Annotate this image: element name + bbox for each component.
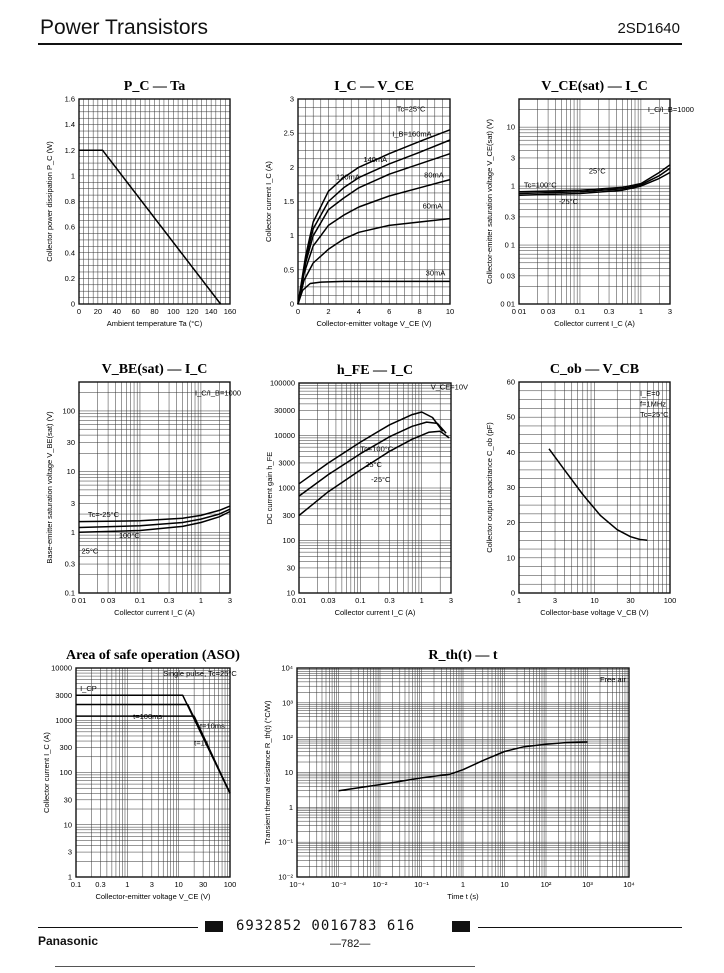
annotation-label: f=1MHz: [639, 399, 667, 409]
x-axis-label: Collector current I_C (A): [334, 608, 416, 617]
annotation-label: Tc=25°C: [639, 410, 669, 420]
chart-4: [45, 362, 241, 617]
y-tick-label: 10: [66, 467, 75, 477]
chart-title: V_CE(sat) — I_C: [541, 79, 648, 94]
x-tick-label: 30: [198, 880, 208, 889]
y-tick-label: 1: [288, 802, 293, 812]
y-tick-label: 10²: [282, 733, 293, 743]
y-tick-label: 0.8: [64, 197, 75, 206]
y-tick-label: 10³: [282, 698, 293, 708]
chart-5: [265, 363, 468, 617]
y-tick-label: 0.5: [283, 265, 294, 275]
annotation-label: Tc=25°C: [396, 104, 426, 114]
brand-logo: Panasonic: [38, 934, 99, 948]
y-tick-label: 300: [59, 743, 72, 753]
y-tick-label: 0.3: [504, 212, 515, 222]
y-tick-label: 60: [506, 377, 515, 387]
series-line: [299, 422, 446, 496]
annotation-label: t=1s: [194, 738, 209, 748]
y-axis-label: DC current gain h_FE: [265, 451, 274, 525]
y-tick-label: 20: [506, 518, 515, 528]
series-line: [549, 449, 647, 541]
y-tick-label: 3: [289, 94, 294, 104]
x-tick-label: 30: [626, 596, 635, 605]
annotation-label: V_CE=10V: [430, 382, 469, 392]
annotation-label: 25°C: [365, 460, 382, 470]
x-tick-label: 6: [387, 307, 392, 316]
annotation-label: 140mA: [363, 154, 388, 164]
y-tick-label: 2.5: [283, 128, 294, 138]
x-tick-label: 10⁻²: [372, 880, 388, 889]
x-tick-label: 3: [552, 596, 558, 605]
y-tick-label: 0.2: [64, 273, 75, 283]
chart-title: Area of safe operation (ASO): [66, 648, 240, 663]
x-tick-label: 0 03: [540, 307, 556, 316]
x-axis-label: Collector-emitter voltage V_CE (V): [316, 319, 432, 328]
x-axis-label: Collector current I_C (A): [554, 319, 635, 328]
barcode-block-right: [452, 921, 470, 932]
x-tick-label: 8: [417, 307, 422, 316]
annotation-label: I_CP: [80, 684, 97, 694]
y-tick-label: 0 1: [504, 240, 515, 250]
chart-6: [485, 362, 676, 617]
y-tick-label: 1.6: [64, 94, 75, 104]
annotation-label: 25°C: [588, 166, 606, 176]
x-tick-label: 10: [500, 880, 509, 889]
annotation-label: Tc=100°C: [360, 444, 394, 454]
chart-8: [263, 648, 635, 901]
y-tick-label: 0.6: [64, 222, 75, 232]
y-axis-label: Collector-emitter saturation voltage V_CE(sat) (V): [485, 118, 494, 285]
chart-7: [42, 648, 240, 901]
x-tick-label: 120: [185, 307, 199, 316]
y-tick-label: 2: [289, 162, 294, 172]
x-tick-label: 0.3: [603, 307, 615, 316]
x-tick-label: 0.1: [134, 596, 146, 605]
y-tick-label: 0.1: [64, 588, 75, 598]
annotation-label: t=100ms: [133, 712, 163, 722]
x-axis-label: Collector-emitter voltage V_CE (V): [95, 892, 211, 901]
x-tick-label: 0.1: [70, 880, 82, 889]
y-tick-label: 1: [70, 527, 75, 537]
chart-title: R_th(t) — t: [428, 648, 498, 663]
annotation-label: I_C/I_B=1000: [195, 388, 242, 398]
x-tick-label: 0 03: [100, 596, 116, 605]
y-tick-label: 40: [506, 447, 515, 457]
y-tick-label: 1.5: [283, 197, 294, 206]
y-tick-label: 1: [70, 171, 75, 181]
x-tick-label: 0.03: [320, 596, 336, 605]
annotation-label: 60mA: [422, 201, 443, 211]
y-tick-label: 100: [62, 406, 75, 416]
y-tick-label: 0.3: [64, 559, 75, 569]
y-axis-label: Collector current I_C (A): [42, 732, 51, 813]
footer-bottom-rule: [55, 966, 475, 967]
y-tick-label: 3000: [278, 458, 295, 468]
x-tick-label: 4: [356, 307, 361, 316]
y-tick-label: 3000: [55, 690, 72, 700]
chart-title: P_C — Ta: [123, 79, 186, 94]
annotation-label: I_B=160mA: [392, 129, 432, 139]
page-number: —782—: [330, 938, 371, 950]
x-tick-label: 10: [445, 307, 455, 316]
x-tick-label: 60: [131, 307, 140, 316]
chart-title: V_BE(sat) — I_C: [101, 362, 208, 377]
y-tick-label: 0 01: [500, 299, 515, 309]
y-tick-label: 1: [289, 231, 294, 241]
x-tick-label: 10: [174, 880, 183, 889]
y-tick-label: 1000: [278, 483, 295, 493]
x-tick-label: 40: [112, 307, 121, 316]
part-number: 2SD1640: [617, 20, 680, 37]
annotation-label: Free air: [599, 674, 626, 684]
x-axis-label: Collector current I_C (A): [114, 608, 195, 617]
x-tick-label: 10⁻¹: [414, 880, 429, 889]
y-tick-label: 10: [286, 588, 295, 598]
y-tick-label: 1: [510, 181, 515, 191]
x-tick-label: 10⁴: [623, 880, 635, 889]
y-tick-label: 30: [63, 795, 72, 805]
y-axis-label: Collector power dissipation P_C (W): [45, 141, 54, 262]
x-tick-label: 3: [448, 596, 454, 605]
annotation-label: 30mA: [425, 268, 446, 278]
x-tick-label: 3: [149, 880, 154, 889]
chart-2: [264, 79, 454, 328]
annotation-label: 120mA: [336, 172, 360, 182]
x-tick-label: 10⁻⁴: [289, 880, 305, 889]
x-axis-label: Ambient temperature Ta (°C): [106, 319, 203, 328]
annotation-label: 80mA: [424, 170, 444, 180]
x-tick-label: 10: [590, 596, 599, 605]
annotation-label: 100°C: [118, 531, 140, 541]
y-tick-label: 100: [282, 536, 295, 545]
y-tick-label: 10: [284, 768, 293, 777]
x-tick-label: 0: [76, 307, 82, 316]
chart-title: C_ob — V_CB: [549, 362, 640, 377]
y-tick-label: 10⁻¹: [278, 837, 293, 847]
x-tick-label: 10²: [540, 880, 552, 889]
y-tick-label: 0 03: [500, 271, 515, 281]
annotation-label: Tc=-25°C: [87, 509, 120, 519]
y-tick-label: 300: [282, 510, 295, 520]
x-tick-label: 0.3: [163, 596, 175, 605]
x-tick-label: 0.01: [291, 596, 307, 605]
y-tick-label: 10000: [274, 431, 295, 440]
y-tick-label: 0: [289, 299, 294, 309]
y-tick-label: 30: [286, 563, 295, 573]
footer-rule-left: [38, 927, 198, 928]
x-tick-label: 10⁻³: [331, 880, 346, 889]
y-axis-label: Base-emitter saturation voltage V_BE(sat) (V): [45, 411, 54, 564]
x-tick-label: 0 01: [511, 307, 527, 316]
x-tick-label: 2: [326, 307, 331, 316]
y-axis-label: Transient thermal resistance R_th(t) (°C/W): [263, 700, 272, 845]
y-tick-label: 3: [67, 847, 72, 857]
x-tick-label: 10³: [582, 880, 593, 889]
y-tick-label: 30000: [274, 405, 295, 415]
y-tick-label: 1.4: [64, 120, 75, 130]
x-tick-label: 3: [667, 307, 673, 316]
x-tick-label: 100: [223, 880, 237, 889]
x-tick-label: 3: [227, 596, 233, 605]
y-tick-label: 0: [510, 588, 515, 598]
y-tick-label: 10⁻²: [278, 872, 293, 882]
x-axis-label: Time t (s): [447, 892, 479, 901]
y-axis-label: Collector output capacitance C_ob (pF): [485, 422, 494, 553]
barcode-number: 6932852 0016783 616: [236, 918, 416, 934]
x-tick-label: 1: [516, 596, 522, 605]
annotation-label: t=10ms: [199, 721, 225, 731]
y-tick-label: 10: [63, 820, 72, 830]
annotation-label: Tc=100°C: [523, 180, 557, 190]
x-tick-label: 160: [223, 307, 237, 316]
x-tick-label: 0.1: [574, 307, 586, 316]
x-tick-label: 1: [419, 596, 424, 605]
y-tick-label: 3: [70, 498, 75, 508]
y-tick-label: 10: [506, 553, 515, 563]
y-tick-label: 50: [506, 412, 515, 422]
annotation-label: -25°C: [371, 475, 391, 485]
annotation-label: 25°C: [81, 546, 99, 556]
y-tick-label: 10⁴: [281, 663, 293, 673]
annotation-label: -25°C: [558, 196, 579, 206]
y-tick-label: 100: [59, 768, 72, 777]
y-tick-label: 30: [506, 483, 515, 492]
chart-1: [45, 79, 236, 328]
x-tick-label: 1: [198, 596, 204, 605]
x-tick-label: 20: [93, 307, 103, 316]
y-tick-label: 10: [506, 122, 515, 132]
x-tick-label: 1: [460, 880, 466, 889]
footer-rule-right: [478, 927, 682, 928]
y-tick-label: 3: [510, 153, 515, 163]
y-tick-label: 1.2: [64, 145, 75, 155]
chart-3: [485, 79, 694, 328]
x-tick-label: 100: [167, 307, 180, 316]
x-tick-label: 100: [663, 596, 677, 605]
y-tick-label: 1000: [55, 715, 72, 725]
chart-title: h_FE — I_C: [336, 363, 414, 378]
y-tick-label: 10000: [51, 663, 72, 673]
x-axis-label: Collector-base voltage V_CB (V): [540, 608, 649, 617]
y-tick-label: 100000: [269, 378, 295, 388]
x-tick-label: 0.3: [95, 880, 106, 889]
x-tick-label: 0.1: [355, 596, 366, 605]
y-tick-label: 1: [67, 872, 72, 882]
y-tick-label: 30: [66, 438, 75, 448]
x-tick-label: 1: [638, 307, 644, 316]
x-tick-label: 0 01: [71, 596, 87, 605]
annotation-label: I_C/I_B=1000: [647, 105, 694, 115]
annotation-label: Single pulse, Tc=25°C: [163, 669, 237, 679]
annotation-label: I_E=0: [639, 389, 660, 399]
y-tick-label: 0: [70, 299, 75, 309]
page-title: Power Transistors: [40, 16, 209, 39]
x-tick-label: 0.3: [384, 596, 395, 605]
y-tick-label: 0.4: [64, 248, 75, 258]
x-tick-label: 80: [150, 307, 159, 316]
x-tick-label: 140: [204, 307, 218, 316]
x-tick-label: 1: [125, 880, 130, 889]
y-axis-label: Collector current I_C (A): [264, 161, 273, 242]
x-tick-label: 0: [295, 307, 301, 316]
barcode-block-left: [205, 921, 223, 932]
chart-title: I_C — V_CE: [334, 79, 414, 94]
